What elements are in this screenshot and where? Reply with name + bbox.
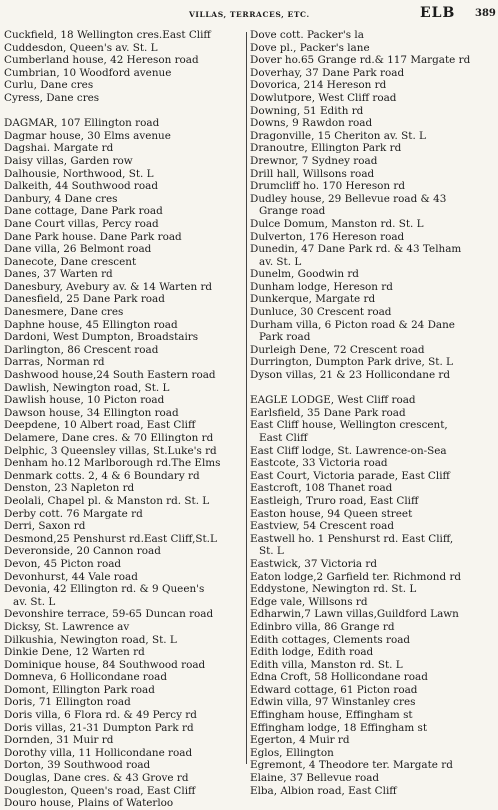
directory-entry: Dane villa, 26 Belmont road <box>4 243 152 256</box>
directory-entry: Danesmere, Dane cres <box>4 306 124 319</box>
directory-entry: Dulverton, 176 Hereson road <box>250 230 405 243</box>
directory-entry: Darlington, 86 Crescent road <box>4 343 159 356</box>
directory-entry: Dane Park house. Dane Park road <box>4 230 182 243</box>
directory-entry: Dougleston, Queen's road, East Cliff <box>4 784 196 797</box>
directory-entry: Danes, 37 Warten rd <box>4 268 113 281</box>
directory-entry: Durleigh Dene, 72 Crescent road <box>250 343 425 356</box>
directory-entry: Dranoutre, Ellington Park rd <box>250 142 402 155</box>
directory-entry: Dornden, 31 Muir rd <box>4 734 114 747</box>
index-range-code: ELB <box>420 5 456 21</box>
directory-entry: Dorothy villa, 11 Hollicondane road <box>4 746 193 759</box>
directory-entry: Dowlutpore, West Cliff road <box>250 91 397 104</box>
directory-entry: Dominique house, 84 Southwood road <box>4 658 206 671</box>
directory-entry: Dragonville, 15 Cheriton av. St. L <box>250 129 426 142</box>
directory-entry: Daisy villas, Garden row <box>4 154 133 167</box>
directory-entry: Eastcroft, 108 Thanet road <box>250 482 393 495</box>
directory-entry: Dane cottage, Dane Park road <box>4 205 163 218</box>
directory-entry: Earlsfield, 35 Dane Park road <box>250 406 406 419</box>
directory-entry: Dulce Domum, Manston rd. St. L <box>250 217 424 230</box>
directory-entry: Denham ho.12 Marlborough rd.The Elms <box>4 457 221 470</box>
directory-entry: Devonia, 42 Ellington rd. & 9 Queen's <box>4 583 205 596</box>
directory-entry: Devonhurst, 44 Vale road <box>4 570 138 583</box>
directory-entry: East Court, Victoria parade, East Cliff <box>250 469 450 482</box>
directory-entry: Park road <box>259 331 311 344</box>
directory-entry: Eaton lodge,2 Garfield ter. Richmond rd <box>250 570 462 583</box>
directory-entry: Dalhousie, Northwood, St. L <box>4 167 154 180</box>
directory-entry: Domont, Ellington Park road <box>4 683 155 696</box>
directory-entry: Derby cott. 76 Margate rd <box>4 507 143 520</box>
directory-entry: Cumberland house, 42 Hereson road <box>4 54 199 67</box>
directory-entry: Doris villa, 6 Flora rd. & 49 Percy rd <box>4 709 197 722</box>
directory-entry: Dilkushia, Newington road, St. L <box>4 633 177 646</box>
directory-entry: Dyson villas, 21 & 23 Hollicondane rd <box>250 369 451 382</box>
directory-entry: Cumbrian, 10 Woodford avenue <box>4 66 172 79</box>
section-gap <box>250 382 490 395</box>
directory-entry: Doris villas, 21-31 Dumpton Park rd <box>4 721 194 734</box>
directory-entry: Egerton, 4 Muir rd <box>250 734 350 747</box>
directory-entry: Dovorica, 214 Hereson rd <box>250 79 387 92</box>
directory-entry: Effingham house, Effingham st <box>250 709 413 722</box>
directory-entry: Edith cottages, Clements road <box>250 633 411 646</box>
directory-entry: Dawlish house, 10 Picton road <box>4 394 165 407</box>
directory-entry: Elaine, 37 Bellevue road <box>250 772 380 785</box>
page-header <box>0 0 498 26</box>
directory-entry: Dalkeith, 44 Southwood road <box>4 180 158 193</box>
directory-entry: Dunkerque, Margate rd <box>250 293 376 306</box>
directory-entry: Curlu, Dane cres <box>4 79 94 92</box>
directory-entry: Drill hall, Willsons road <box>250 167 375 180</box>
directory-entry: Downing, 51 Edith rd <box>250 104 364 117</box>
directory-entry: Delamere, Dane cres. & 70 Ellington rd <box>4 432 214 444</box>
directory-entry: East Cliff house, Wellington crescent, <box>250 419 448 432</box>
directory-entry: Durham villa, 6 Picton road & 24 Dane <box>250 318 455 331</box>
directory-entry: Darras, Norman rd <box>4 356 105 369</box>
directory-entry: Domneva, 6 Hollicondane road <box>4 671 167 684</box>
directory-entry: Edharwin,7 Lawn villas,Guildford Lawn <box>250 608 459 621</box>
column-divider <box>246 32 247 764</box>
directory-entry: Dunelm, Goodwin rd <box>250 268 359 281</box>
directory-entry: Deepdene, 10 Albert road, East Cliff <box>4 419 196 432</box>
directory-entry: Danesbury, Avebury av. & 14 Warten rd <box>4 280 213 293</box>
directory-entry: Edinbro villa, 86 Grange rd <box>250 620 395 633</box>
directory-entry: Eastleigh, Truro road, East Cliff <box>250 494 419 507</box>
directory-entry: Dicksy, St. Lawrence av <box>4 620 130 633</box>
directory-entry: Edna Croft, 58 Hollicondane road <box>250 671 428 684</box>
directory-entry: Dashwood house,24 South Eastern road <box>4 369 216 382</box>
directory-entry: Eastwick, 37 Victoria rd <box>250 557 378 570</box>
directory-entry: Denmark cotts. 2, 4 & 6 Boundary rd <box>4 469 200 482</box>
directory-entry: Dudley house, 29 Bellevue road & 43 <box>250 192 447 205</box>
directory-entry: Dawson house, 34 Ellington road <box>4 406 179 419</box>
directory-entry: Grange road <box>259 205 326 218</box>
directory-entry: Deolali, Chapel pl. & Manston rd. St. L <box>4 494 210 507</box>
directory-entry: Devon, 45 Picton road <box>4 557 122 570</box>
directory-entry: Dardoni, West Dumpton, Broadstairs <box>4 331 199 344</box>
directory-entry: Egremont, 4 Theodore ter. Margate rd <box>250 759 453 772</box>
directory-entry: Dover ho.65 Grange rd.& 117 Margate rd <box>250 54 471 67</box>
directory-entry: Cuckfield, 18 Wellington cres.East Cliff <box>4 29 211 41</box>
directory-entry: Edwin villa, 97 Winstanley cres <box>250 696 416 709</box>
directory-entry: Daphne house, 45 Ellington road <box>4 318 178 331</box>
directory-entry: Derri, Saxon rd <box>4 520 86 533</box>
directory-entry: Dawlish, Newington road, St. L <box>4 381 170 394</box>
directory-entry: East Cliff lodge, St. Lawrence-on-Sea <box>250 444 447 457</box>
directory-entry: Devonshire terrace, 59-65 Duncan road <box>4 608 214 621</box>
directory-entry: Eddystone, Newington rd. St. L <box>250 583 417 596</box>
directory-entry: EAGLE LODGE, West Cliff road <box>250 394 416 407</box>
right-column <box>250 29 490 797</box>
directory-entry: DAGMAR, 107 Ellington road <box>4 117 160 130</box>
directory-entry: Eastview, 54 Crescent road <box>250 520 395 533</box>
left-column <box>4 29 244 810</box>
directory-entry: Douro house, Plains of Waterloo <box>4 797 174 810</box>
directory-entry: Dunluce, 30 Crescent road <box>250 306 392 319</box>
page-number: 389 <box>475 8 496 19</box>
directory-entry: Doverhay, 37 Dane Park road <box>250 66 405 79</box>
directory-entry: Edith villa, Manston rd. St. L <box>250 658 403 671</box>
directory-entry: Dunham lodge, Hereson rd <box>250 280 393 293</box>
directory-entry: Dorton, 39 Southwood road <box>4 759 151 772</box>
directory-entry: Douglas, Dane cres. & 43 Grove rd <box>4 772 189 785</box>
directory-entry: Denston, 23 Napleton rd <box>4 482 135 495</box>
section-title: VILLAS, TERRACES, ETC. <box>189 10 310 19</box>
directory-entry: Deveronside, 20 Cannon road <box>4 545 161 558</box>
directory-entry: Danecote, Dane crescent <box>4 255 137 268</box>
directory-entry: Danesfield, 25 Dane Park road <box>4 293 165 306</box>
directory-entry: Durrington, Dumpton Park drive, St. L <box>250 356 453 369</box>
directory-entry: Easton house, 94 Queen street <box>250 507 413 520</box>
directory-entry: Eastcote, 33 Victoria road <box>250 457 388 470</box>
directory-entry: Edge vale, Willsons rd <box>250 595 368 608</box>
directory-entry: St. L <box>259 545 284 558</box>
directory-entry: Elba, Albion road, East Cliff <box>250 784 397 797</box>
directory-entry: Dagmar house, 30 Elms avenue <box>4 129 171 142</box>
directory-entry: Drewnor, 7 Sydney road <box>250 154 378 167</box>
directory-entry: Dinkie Dene, 12 Warten rd <box>4 646 145 659</box>
directory-entry: Dane Court villas, Percy road <box>4 217 159 230</box>
directory-entry: Cuddesdon, Queen's av. St. L <box>4 41 158 54</box>
directory-entry: Desmond,25 Penshurst rd.East Cliff,St.L <box>4 532 217 545</box>
directory-entry: Dove pl., Packer's lane <box>250 41 370 54</box>
directory-entry: East Cliff <box>259 432 308 444</box>
section-gap <box>4 105 244 118</box>
directory-entry: Drumcliff ho. 170 Hereson rd <box>250 180 406 193</box>
directory-entry: Dagshai. Margate rd <box>4 142 114 155</box>
directory-entry: Edward cottage, 61 Picton road <box>250 683 418 696</box>
directory-entry: Eglos, Ellington <box>250 746 334 759</box>
directory-entry: Delphic, 3 Queensley villas, St.Luke's rd <box>4 444 217 457</box>
directory-entry: av. St. L <box>13 595 56 608</box>
directory-entry: Eastwell ho. 1 Penshurst rd. East Cliff, <box>250 532 454 545</box>
directory-entry: av. St. L <box>259 255 302 268</box>
directory-entry: Downs, 9 Rawdon road <box>250 117 373 130</box>
directory-entry: Danbury, 4 Dane cres <box>4 192 118 205</box>
directory-entry: Cyress, Dane cres <box>4 91 100 104</box>
directory-entry: Dove cott. Packer's la <box>250 29 364 41</box>
directory-entry: Dunedin, 47 Dane Park rd. & 43 Telham <box>250 243 462 256</box>
directory-entry: Doris, 71 Ellington road <box>4 696 131 709</box>
directory-entry: Edith lodge, Edith road <box>250 646 374 659</box>
directory-entry: Effingham lodge, 18 Effingham st <box>250 721 428 734</box>
